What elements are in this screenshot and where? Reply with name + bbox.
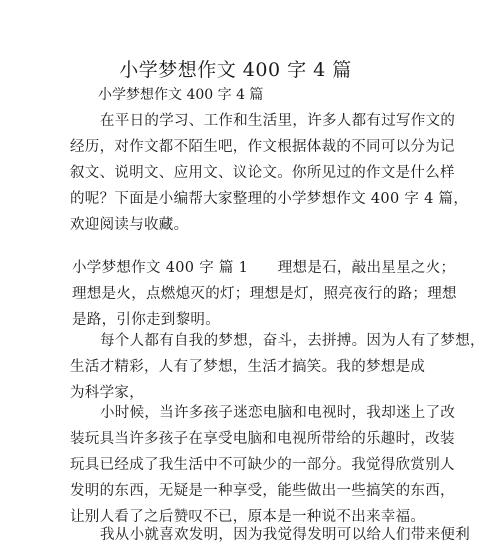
paragraph-line: 装玩具当许多孩子在享受电脑和电视所带给的乐趣时，改装 [70, 431, 455, 447]
paragraph-line: 小学梦想作文 400 字 篇 1 理想是石，敲出星星之火； [72, 260, 456, 276]
paragraph-line: 叙文、说明文、应用文、议论文。你所见过的作文是什么样 [70, 165, 455, 181]
essay-1-opening-paragraph [72, 255, 457, 333]
childhood-paragraph [70, 400, 456, 530]
document-title: 小学梦想作文 400 字 4 篇 [119, 59, 352, 81]
cutoff-paragraph [70, 522, 470, 548]
intro-paragraph [70, 108, 469, 238]
paragraph-line: 为科学家， [70, 385, 144, 401]
paragraph-line: 每个人都有自我的梦想，奋斗，去拼搏。因为人有了梦想， [100, 333, 485, 349]
document-subtitle: 小学梦想作文 400 字 4 篇 [98, 87, 264, 103]
paragraph-line: 发明的东西，无疑是一种享受，能些做出一些搞笑的东西， [70, 483, 455, 499]
paragraph-line: 是路，引你走到黎明。 [72, 312, 220, 328]
paragraph-line: 的呢？下面是小编帮大家整理的小学梦想作文 400 字 4 篇， [70, 191, 469, 207]
paragraph-line: 让别人看了之后赞叹不已，原本是一种说不出来幸福。 [70, 509, 426, 525]
paragraph-line: 欢迎阅读与收藏。 [70, 217, 189, 233]
paragraph-line: 玩具已经成了我生活中不可缺少的一部分。我觉得欣赏别人 [70, 457, 455, 473]
paragraph-line: 经历，对作文都不陌生吧，作文根据体裁的不同可以分为记 [70, 139, 455, 155]
paragraph-line: 生活才精彩，人有了梦想，生活才搞笑。我的梦想是成 [70, 359, 426, 375]
dream-paragraph [70, 328, 485, 406]
paragraph-line: 小时候，当许多孩子迷恋电脑和电视时，我却迷上了改 [100, 405, 456, 421]
paragraph-line: 在平日的学习、工作和生活里，许多人都有过写作文的 [100, 113, 456, 129]
paragraph-line: 理想是火，点燃熄灭的灯；理想是灯，照亮夜行的路；理想 [72, 286, 457, 302]
paragraph-line: 我从小就喜欢发明，因为我觉得发明可以给人们带来便利 [100, 527, 470, 543]
